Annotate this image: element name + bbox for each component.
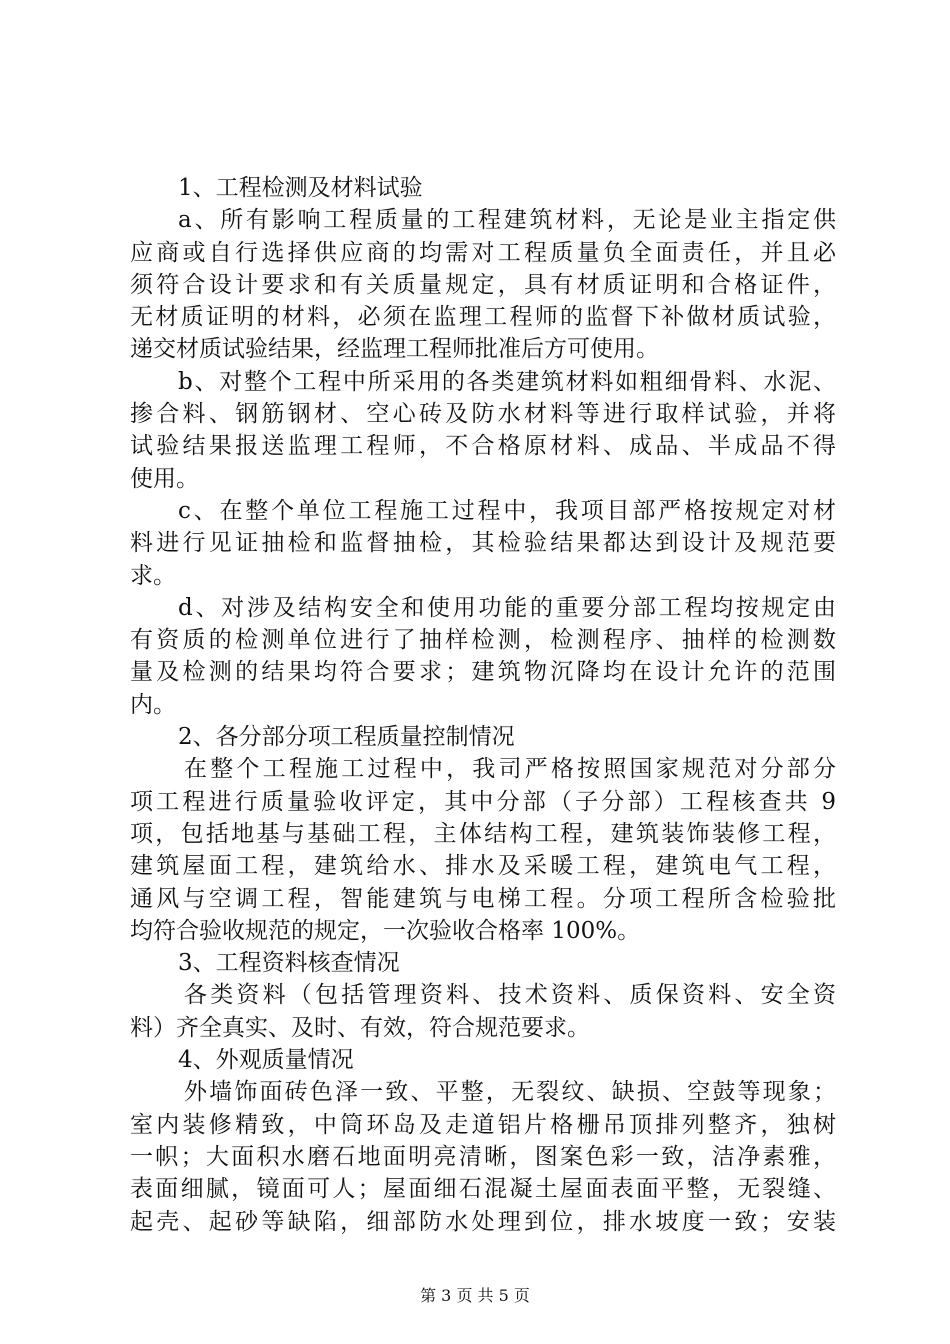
paragraph-line: 量及检测的结果均符合要求；建筑物沉降均在设计允许的范围 xyxy=(130,659,836,686)
paragraph-line: 料进行见证抽检和监督抽检，其检验结果都达到设计及规范要 xyxy=(130,530,836,557)
paragraph-line: 试验结果报送监理工程师，不合格原材料、成品、半成品不得 xyxy=(130,433,836,460)
paragraph-line: 料）齐全真实、及时、有效，符合规范要求。 xyxy=(130,1014,590,1041)
paragraph-line: 均符合验收规范的规定，一次验收合格率 100%。 xyxy=(130,917,641,944)
section-heading-4: 4、外观质量情况 xyxy=(178,1047,354,1074)
paragraph-line: 各类资料（包括管理资料、技术资料、质保资料、安全资 xyxy=(184,982,836,1009)
paragraph-line: a、所有影响工程质量的工程建筑材料，无论是业主指定供 xyxy=(178,207,836,234)
paragraph-line: 建筑屋面工程，建筑给水、排水及采暖工程，建筑电气工程， xyxy=(130,853,836,880)
paragraph-line: 须符合设计要求和有关质量规定，具有材质证明和合格证件， xyxy=(130,271,836,298)
paragraph-line: 项工程进行质量验收评定，其中分部（子分部）工程核查共 9 xyxy=(130,788,836,815)
paragraph-line: 项，包括地基与基础工程，主体结构工程，建筑装饰装修工程， xyxy=(130,820,836,847)
paragraph-line: 使用。 xyxy=(130,465,199,492)
paragraph-line: 室内装修精致，中筒环岛及走道铝片格栅吊顶排列整齐，独树 xyxy=(130,1111,836,1138)
paragraph-line: 无材质证明的材料，必须在监理工程师的监督下补做材质试验， xyxy=(130,304,836,331)
paragraph-line: 表面细腻，镜面可人；屋面细石混凝土屋面表面平整，无裂缝、 xyxy=(130,1176,836,1203)
paragraph-line: 起壳、起砂等缺陷，细部防水处理到位，排水坡度一致；安装 xyxy=(130,1208,836,1235)
section-heading-1: 1、工程检测及材料试验 xyxy=(178,175,423,201)
paragraph-line: 递交材质试验结果，经监理工程师批准后方可使用。 xyxy=(130,336,659,363)
paragraph-line: d、对涉及结构安全和使用功能的重要分部工程均按规定由 xyxy=(178,594,836,621)
paragraph-line: 一帜；大面积水磨石地面明亮清晰，图案色彩一致，洁净素雅， xyxy=(130,1143,836,1170)
paragraph-line: 应商或自行选择供应商的均需对工程质量负全面责任，并且必 xyxy=(130,239,836,266)
paragraph-line: 通风与空调工程，智能建筑与电梯工程。分项工程所含检验批 xyxy=(130,885,836,912)
paragraph-line: c、在整个单位工程施工过程中，我项目部严格按规定对材 xyxy=(178,497,836,524)
paragraph-line: 内。 xyxy=(130,691,176,718)
paragraph-line: 求。 xyxy=(130,562,176,589)
section-heading-2: 2、各分部分项工程质量控制情况 xyxy=(178,724,515,751)
paragraph-line: 在整个工程施工过程中，我司严格按照国家规范对分部分 xyxy=(184,756,836,783)
paragraph-line: 外墙饰面砖色泽一致、平整，无裂纹、缺损、空鼓等现象； xyxy=(184,1079,836,1106)
section-heading-3: 3、工程资料核查情况 xyxy=(178,950,400,977)
paragraph-line: 有资质的检测单位进行了抽样检测，检测程序、抽样的检测数 xyxy=(130,627,836,654)
paragraph-line: b、对整个工程中所采用的各类建筑材料如粗细骨料、水泥、 xyxy=(178,368,836,395)
page-number-footer: 第 3 页 共 5 页 xyxy=(420,1286,530,1305)
document-body xyxy=(130,172,836,1238)
paragraph-line: 掺合料、钢筋钢材、空心砖及防水材料等进行取样试验，并将 xyxy=(130,401,836,428)
